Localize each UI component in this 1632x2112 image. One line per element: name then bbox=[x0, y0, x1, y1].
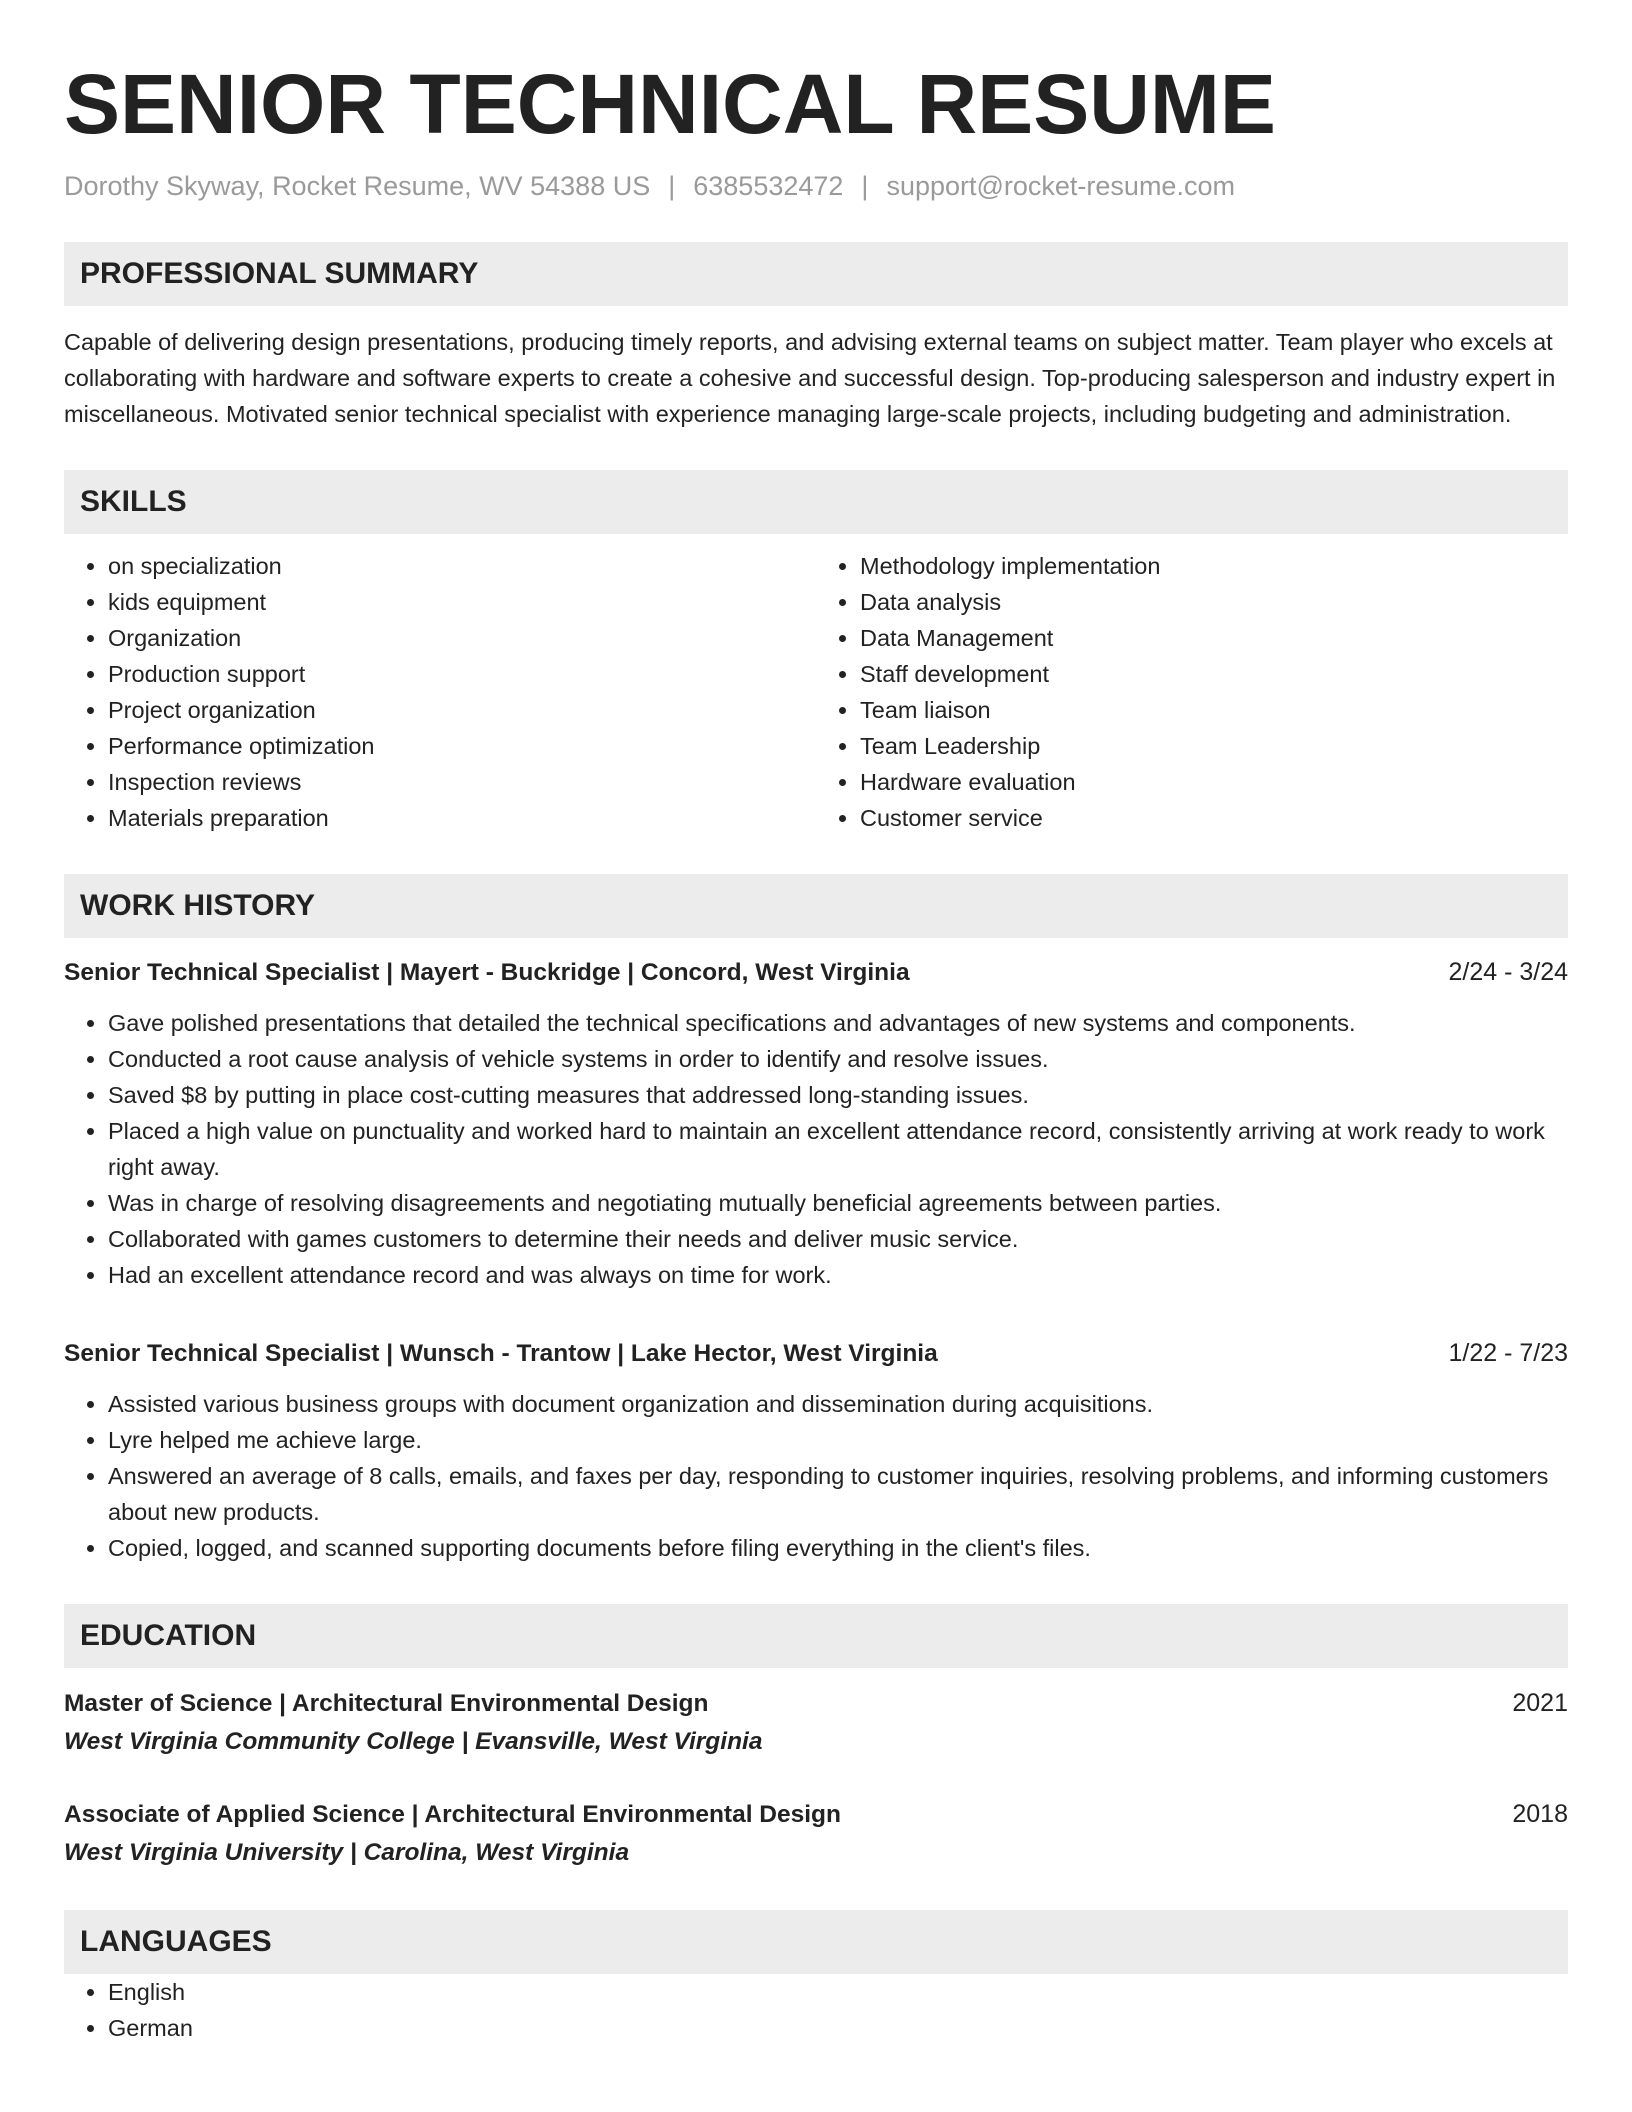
skill-item: • Staff development bbox=[860, 656, 1568, 692]
skill-item: • on specialization bbox=[108, 548, 816, 584]
language-item: • German bbox=[108, 2010, 1568, 2046]
skill-item: • Performance optimization bbox=[108, 728, 816, 764]
job-bullet: • Gave polished presentations that detailed the technical specifications and advantages of new systems and components. bbox=[108, 1005, 1568, 1041]
job-bullet: • Placed a high value on punctuality and worked hard to maintain an excellent attendance record, consistently arriving at work ready to work right away. bbox=[108, 1113, 1568, 1185]
languages-list bbox=[64, 1974, 1568, 2046]
skill-item: • Organization bbox=[108, 620, 816, 656]
job-entry bbox=[64, 1333, 1568, 1566]
job-bullet: • Saved $8 by putting in place cost-cutting measures that addressed long-standing issues. bbox=[108, 1077, 1568, 1113]
skills-list bbox=[64, 548, 1568, 836]
job-bullet: • Assisted various business groups with document organization and dissemination during acquisitions. bbox=[108, 1386, 1568, 1422]
skill-item: • Data analysis bbox=[860, 584, 1568, 620]
skill-item: • Project organization bbox=[108, 692, 816, 728]
job-bullet: • Lyre helped me achieve large. bbox=[108, 1422, 1568, 1458]
job-bullet: • Had an excellent attendance record and was always on time for work. bbox=[108, 1257, 1568, 1293]
job-title: Senior Technical Specialist | Mayert - Buckridge | Concord, West Virginia bbox=[64, 959, 910, 986]
section-heading-skills: SKILLS bbox=[64, 470, 1568, 534]
resume-title: SENIOR TECHNICAL RESUME bbox=[64, 57, 1276, 151]
job-bullet: • Answered an average of 8 calls, emails, and faxes per day, responding to customer inquiries, resolving problems, and informing customers about new products. bbox=[108, 1458, 1568, 1530]
job-bullet: • Was in charge of resolving disagreements and negotiating mutually beneficial agreements between parties. bbox=[108, 1185, 1568, 1221]
skill-item: • Inspection reviews bbox=[108, 764, 816, 800]
job-bullets bbox=[64, 1005, 1568, 1293]
section-heading-work: WORK HISTORY bbox=[64, 874, 1568, 938]
job-date: 2/24 - 3/24 bbox=[1448, 958, 1568, 986]
skill-item: • Hardware evaluation bbox=[860, 764, 1568, 800]
contact-phone: 6385532472 bbox=[693, 171, 844, 201]
skills-column-right bbox=[816, 548, 1568, 836]
skills-column-left bbox=[64, 548, 816, 836]
job-title: Senior Technical Specialist | Wunsch - Trantow | Lake Hector, West Virginia bbox=[64, 1340, 938, 1367]
skill-item: • Methodology implementation bbox=[860, 548, 1568, 584]
skill-item: • Data Management bbox=[860, 620, 1568, 656]
job-entry bbox=[64, 952, 1568, 1293]
contact-separator: | bbox=[861, 171, 869, 201]
language-item: • English bbox=[108, 1974, 1568, 2010]
skill-item: • Team Leadership bbox=[860, 728, 1568, 764]
contact-address: Dorothy Skyway, Rocket Resume, WV 54388 US bbox=[64, 171, 651, 201]
skill-item: • kids equipment bbox=[108, 584, 816, 620]
education-degree: Master of Science | Architectural Environmental Design bbox=[64, 1690, 709, 1717]
job-date: 1/22 - 7/23 bbox=[1448, 1339, 1568, 1367]
skill-item: • Production support bbox=[108, 656, 816, 692]
skill-item: • Materials preparation bbox=[108, 800, 816, 836]
contact-email: support@rocket-resume.com bbox=[886, 171, 1235, 201]
contact-line bbox=[64, 168, 1568, 204]
section-heading-languages: LANGUAGES bbox=[64, 1910, 1568, 1974]
education-degree: Associate of Applied Science | Architectural Environmental Design bbox=[64, 1801, 841, 1828]
education-entry bbox=[64, 1795, 1568, 1872]
contact-separator: | bbox=[668, 171, 676, 201]
section-heading-summary: PROFESSIONAL SUMMARY bbox=[64, 242, 1568, 306]
education-school: West Virginia University | Carolina, West Virginia bbox=[64, 1839, 630, 1866]
education-year: 2021 bbox=[1512, 1689, 1568, 1717]
summary-text: Capable of delivering design presentations, producing timely reports, and advising external teams on subject matter. Team player who excels at collaborating with hardware and software experts to create a cohesive and successful design. Top-producing salesperson and industry expert in miscellaneous. Motivated senior technical specialist with experience managing large-scale projects, including budgeting and administration. bbox=[64, 329, 1556, 427]
job-bullet: • Collaborated with games customers to determine their needs and deliver music service. bbox=[108, 1221, 1568, 1257]
section-heading-education: EDUCATION bbox=[64, 1604, 1568, 1668]
skill-item: • Customer service bbox=[860, 800, 1568, 836]
job-bullets bbox=[64, 1386, 1568, 1566]
job-bullet: • Copied, logged, and scanned supporting documents before filing everything in the client's files. bbox=[108, 1530, 1568, 1566]
skill-item: • Team liaison bbox=[860, 692, 1568, 728]
education-entry bbox=[64, 1684, 1568, 1761]
education-year: 2018 bbox=[1512, 1800, 1568, 1828]
job-bullet: • Conducted a root cause analysis of vehicle systems in order to identify and resolve issues. bbox=[108, 1041, 1568, 1077]
education-school: West Virginia Community College | Evansville, West Virginia bbox=[64, 1728, 763, 1755]
